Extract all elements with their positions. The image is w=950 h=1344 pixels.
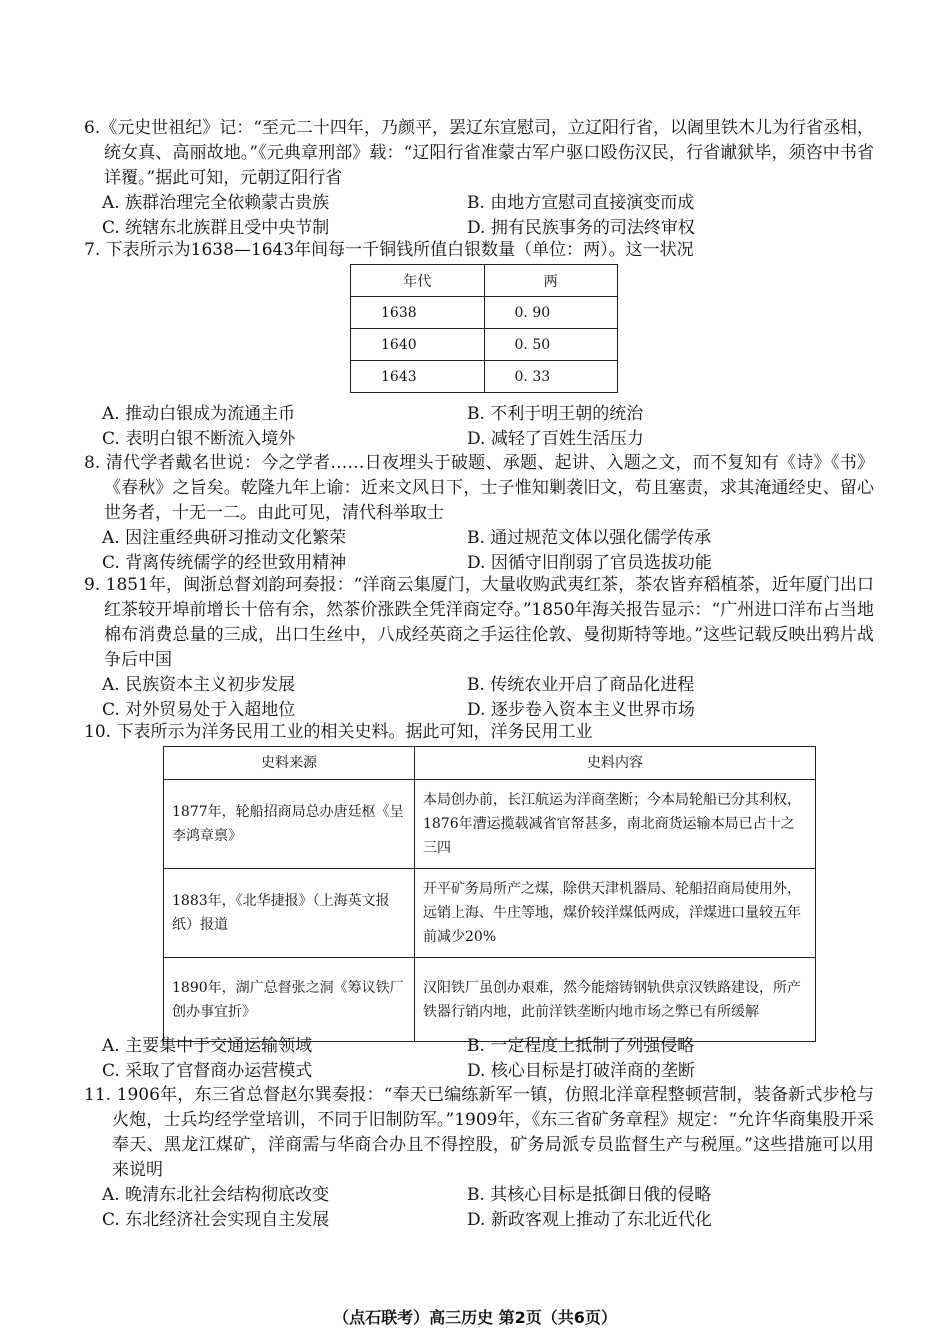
table-cell: 1883年，《北华捷报》（上海英文报纸）报道 <box>164 869 415 958</box>
option-d: D. 核心目标是打破洋商的垄断 <box>467 1061 695 1081</box>
table-cell: 1638 <box>351 297 485 329</box>
option-b: B. 传统农业开启了商品化进程 <box>467 675 695 695</box>
table-cell: 1877年，轮船招商局总办唐廷枢《呈李鸿章禀》 <box>164 780 415 869</box>
option-d: D. 减轻了百姓生活压力 <box>467 429 644 449</box>
table-cell: 0. 33 <box>484 361 617 393</box>
table-cell: 汉阳铁厂虽创办艰难，然今能熔铸钢轨供京汉铁路建设，所产铁器行销内地，此前洋铁垄断内地市场之弊已有所缓解 <box>415 958 816 1042</box>
option-b: B. 一定程度上抵制了列强侵略 <box>467 1036 695 1056</box>
table-row <box>351 297 618 329</box>
question-8 <box>84 451 874 576</box>
question-stem: 10. 下表所示为洋务民用工业的相关史料。据此可知，洋务民用工业 <box>84 722 593 742</box>
options <box>84 1034 874 1084</box>
question-10-options <box>84 1034 874 1084</box>
options <box>84 191 874 241</box>
option-a: A. 因注重经典研习推动文化繁荣 <box>102 528 347 548</box>
question-stem: 8. 清代学者戴名世说：今之学者……日夜埋头于破题、承题、起讲、入题之文，而不复知有《诗》《书》《春秋》之旨矣。乾隆九年上谕：近来文风日下，士子惟知剿袭旧文，苟且塞责，求其淹通经史、留心世务者，十无一二。由此可见，清代科举取士 <box>84 453 874 523</box>
table-row <box>164 780 816 869</box>
question-6 <box>84 116 874 241</box>
option-c: C. 统辖东北族群且受中央节制 <box>102 218 330 238</box>
option-d: D. 逐步卷入资本主义世界市场 <box>467 700 695 720</box>
question-stem: 11. 1906年，东三省总督赵尔巽奏报：“奉天已编练新军一镇，仿照北洋章程整顿营制，装备新式步枪与火炮，士兵均经学堂培训，不同于旧制防军。”1909年，《东三省矿务章程》规定：“允许华商集股开采奉天、黑龙江煤矿，洋商需与华商合办且不得控股，矿务局派专员监督生产与税厘。”这些措施可以用来说明 <box>84 1085 874 1180</box>
page-footer: （点石联考）高三历史 第2页（共6页） <box>333 1308 617 1327</box>
table-header: 史料来源 <box>164 747 415 780</box>
question-10 <box>84 720 874 745</box>
options <box>84 673 874 723</box>
option-d: D. 新政客观上推动了东北近代化 <box>467 1210 712 1230</box>
table-row <box>351 329 618 361</box>
option-d: D. 拥有民族事务的司法终审权 <box>467 218 695 238</box>
question-11 <box>84 1083 874 1233</box>
table-row <box>164 958 816 1042</box>
question-7-options <box>84 402 874 452</box>
options <box>84 402 874 452</box>
options <box>84 526 874 576</box>
table-cell: 本局创办前，长江航运为洋商垄断；今本局轮船已分其利权，1876年漕运揽载减省官帑甚多，南北商货运输本局已占十之三四 <box>415 780 816 869</box>
sources-table <box>163 746 816 1042</box>
option-b: B. 不利于明王朝的统治 <box>467 404 644 424</box>
option-a: A. 主要集中于交通运输领域 <box>102 1036 313 1056</box>
table-cell: 1640 <box>351 329 485 361</box>
option-b: B. 其核心目标是抵御日俄的侵略 <box>467 1185 712 1205</box>
question-stem: 9. 1851年，闽浙总督刘韵珂奏报：“洋商云集厦门，大量收购武夷红茶，茶农皆弃稻植茶，近年厦门出口红茶较开埠前增长十倍有余，然茶价涨跌全凭洋商定夺。”1850年海关报告显示：“广州进口洋布占当地棉布消费总量的三成，出口生丝中，八成经英商之手运往伦敦、曼彻斯特等地。”这些记载反映出鸦片战争后中国 <box>84 575 874 670</box>
option-a: A. 晚清东北社会结构彻底改变 <box>102 1185 330 1205</box>
option-d: D. 因循守旧削弱了官员选拔功能 <box>467 553 712 573</box>
question-9 <box>84 573 874 723</box>
table-header: 年代 <box>351 265 485 297</box>
option-a: A. 民族资本主义初步发展 <box>102 675 296 695</box>
option-c: C. 东北经济社会实现自主发展 <box>102 1210 330 1230</box>
table-cell: 0. 50 <box>484 329 617 361</box>
option-b: B. 通过规范文体以强化儒学传承 <box>467 528 712 548</box>
option-c: C. 表明白银不断流入境外 <box>102 429 296 449</box>
table-cell: 0. 90 <box>484 297 617 329</box>
table-cell: 开平矿务局所产之煤，除供天津机器局、轮船招商局使用外，远销上海、牛庄等地，煤价较洋煤低两成，洋煤进口量较五年前减少20% <box>415 869 816 958</box>
question-stem: 6.《元史世祖纪》记：“至元二十四年，乃颜平，罢辽东宣慰司，立辽阳行省，以阇里铁木儿为行省丞相，统女真、高丽故地。”《元典章刑部》载：“辽阳行省准蒙古军户驱口殴伤汉民，行省谳狱毕，须咨中书省详覆。”据此可知，元朝辽阳行省 <box>84 118 874 188</box>
option-a: A. 族群治理完全依赖蒙古贵族 <box>102 193 330 213</box>
option-b: B. 由地方宣慰司直接演变而成 <box>467 193 695 213</box>
silver-table <box>350 264 618 393</box>
option-a: A. 推动白银成为流通主币 <box>102 404 296 424</box>
question-7 <box>84 238 874 263</box>
option-c: C. 采取了官督商办运营模式 <box>102 1061 313 1081</box>
table-header: 两 <box>484 265 617 297</box>
question-stem: 7. 下表所示为1638—1643年间每一千铜钱所值白银数量（单位：两）。这一状况 <box>84 240 694 260</box>
option-c: C. 对外贸易处于入超地位 <box>102 700 296 720</box>
table-cell: 1890年，湖广总督张之洞《筹议铁厂创办事宜折》 <box>164 958 415 1042</box>
table-header: 史料内容 <box>415 747 816 780</box>
options <box>84 1183 874 1233</box>
table-cell: 1643 <box>351 361 485 393</box>
option-c: C. 背离传统儒学的经世致用精神 <box>102 553 347 573</box>
table-row <box>351 361 618 393</box>
table-row <box>164 869 816 958</box>
